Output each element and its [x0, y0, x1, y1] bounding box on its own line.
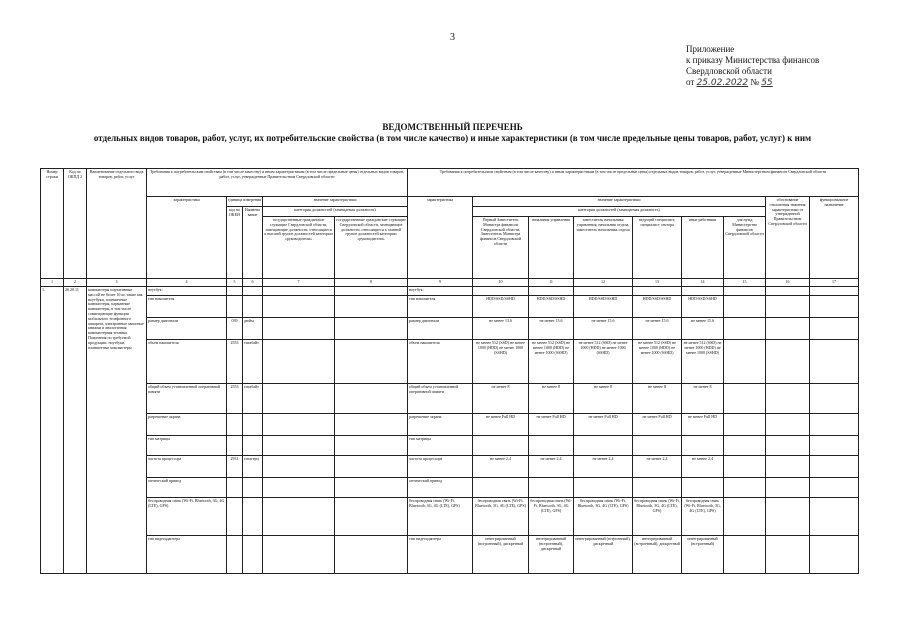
cell-gov-value: [335, 536, 408, 574]
cell-gov-value: [263, 536, 335, 574]
cell-okei-code: 2553: [227, 340, 243, 384]
cell-okei-code: [227, 536, 243, 574]
header-other-employees: иные работники: [682, 217, 724, 279]
cell-value: не менее 8: [529, 384, 574, 414]
cell-characteristic: ноутбук:: [147, 287, 227, 296]
cell-value: не менее Full HD: [574, 414, 633, 436]
table-row: [41, 296, 859, 318]
cell-value: не менее 8: [633, 384, 682, 414]
cell-okei-code: 2931: [227, 456, 243, 478]
cell-empty: [724, 478, 766, 498]
cell-unit: гигабайт: [243, 384, 263, 414]
cell-value: беспроводная связь (Wi-Fi, Bluetooth, 3G, 4G (LTE), GPS): [473, 498, 529, 536]
cell-value: не менее 13.6: [473, 318, 529, 340]
cell-value: [529, 436, 574, 456]
cell-empty: [810, 478, 859, 498]
cell-okei-code: [227, 436, 243, 456]
cell-unit: [243, 436, 263, 456]
col-number: 9: [408, 279, 473, 287]
cell-gov-value: [335, 287, 408, 296]
col-number: 8: [335, 279, 408, 287]
cell-empty: [810, 436, 859, 456]
header-min-categories: категория должностей (замещаемая должность): [473, 207, 766, 217]
cell-gov-value: [263, 287, 335, 296]
cell-value: не менее 512 (SSD) не менее 1000 (HDD) не менее 1000 (SSHD): [574, 340, 633, 384]
cell-empty: [766, 456, 810, 478]
cell-empty: [810, 536, 859, 574]
cell-characteristic: тип матрицы: [147, 436, 227, 456]
cell-value: HDD/SSD/SSHD: [682, 296, 724, 318]
cell-empty: [724, 318, 766, 340]
cell-value: [473, 287, 529, 296]
cell-characteristic: тип накопителя: [147, 296, 227, 318]
cell-empty: [810, 456, 859, 478]
col-number: 16: [766, 279, 810, 287]
cell-gov-value: [335, 384, 408, 414]
cell-value: не менее 512 (SSD) не менее 1000 (HDD) не менее 1000 (SSHD): [473, 340, 529, 384]
cell-gov-value: [335, 456, 408, 478]
cell-value: беспроводная связь (Wi-Fi, Bluetooth, 3G, 4G (LTE), GPS): [682, 498, 724, 536]
title-line-1: ВЕДОМСТВЕННЫЙ ПЕРЕЧЕНЬ: [382, 122, 523, 132]
cell-okei-code: [227, 287, 243, 296]
cell-unit: [243, 498, 263, 536]
cell-okei-code: [227, 414, 243, 436]
cell-empty: [724, 384, 766, 414]
cell-empty: [766, 478, 810, 498]
item-okpd-code: 26.20.11: [64, 287, 87, 574]
col-number: 5: [227, 279, 243, 287]
cell-value: не менее 8: [682, 384, 724, 414]
cell-value: не менее 2,4: [529, 456, 574, 478]
cell-gov-value: [263, 436, 335, 456]
date-prefix: от: [686, 77, 695, 87]
cell-min-characteristic: тип матрицы: [408, 436, 473, 456]
table-row: [41, 536, 859, 574]
cell-gov-value: [263, 384, 335, 414]
cell-empty: [766, 318, 810, 340]
table-row: [41, 478, 859, 498]
cell-value: не менее 512 (SSD) не менее 1000 (HDD) не менее 1000 (SSHD): [633, 340, 682, 384]
cell-value: не менее 15.6: [574, 318, 633, 340]
cell-unit: дюйм: [243, 318, 263, 340]
header-first-deputy-minister: Первый Заместитель Министра финансов Свердловской области, Заместитель Министра финансов Свердловской области: [473, 217, 529, 279]
table-row: [41, 318, 859, 340]
header-unit-name: Наименование: [243, 207, 263, 279]
cell-value: [473, 478, 529, 498]
cell-empty: [810, 287, 859, 296]
cell-value: [682, 478, 724, 498]
cell-value: не менее 2,4: [633, 456, 682, 478]
col-number: 2: [64, 279, 87, 287]
cell-value: не менее 2,4: [574, 456, 633, 478]
cell-value: [682, 287, 724, 296]
cell-value: не менее 13.6: [529, 318, 574, 340]
cell-gov-value: [335, 296, 408, 318]
number-value: 55: [761, 78, 773, 88]
table-row: [41, 436, 859, 456]
cell-characteristic: оптический привод: [147, 478, 227, 498]
header-min-requirements: Требования к потребительским свойствам (в том числе качеству) и иным характеристикам (в том числе предельные цены) отдельных видов товаров, работ, услуг, утвержденные Министерством финансов Свердловской области: [408, 169, 859, 197]
col-number: 11: [529, 279, 574, 287]
cell-value: не менее Full HD: [682, 414, 724, 436]
col-number: 1: [41, 279, 64, 287]
cell-okei-code: 2553: [227, 384, 243, 414]
cell-empty: [766, 296, 810, 318]
cell-value: [529, 478, 574, 498]
appendix-line-1: Приложение: [686, 44, 735, 54]
cell-empty: [766, 287, 810, 296]
cell-gov-value: [335, 478, 408, 498]
header-units: единица измерения: [227, 197, 263, 207]
header-item-name: Наименование отдельного вида товаров, работ, услуг: [87, 169, 147, 279]
cell-unit: [243, 536, 263, 574]
cell-empty: [724, 498, 766, 536]
document-title: [0, 122, 905, 144]
cell-min-characteristic: разрешение экрана: [408, 414, 473, 436]
header-lead-specialist: ведущий специалист, специалист сектора: [633, 217, 682, 279]
cell-gov-value: [263, 478, 335, 498]
cell-value: [574, 478, 633, 498]
cell-value: [633, 436, 682, 456]
cell-unit: гигагерц: [243, 456, 263, 478]
cell-empty: [724, 414, 766, 436]
cell-unit: [243, 287, 263, 296]
header-deputy-head: заместитель начальника управления, начальник отдела, заместитель начальника отдела: [574, 217, 633, 279]
cell-characteristic: объем накопителя: [147, 340, 227, 384]
cell-gov-value: [335, 340, 408, 384]
cell-unit: [243, 414, 263, 436]
header-row-number: Номер строки: [41, 169, 64, 279]
cell-characteristic: тип видеоадаптера: [147, 536, 227, 574]
col-number: 14: [682, 279, 724, 287]
cell-empty: [766, 536, 810, 574]
cell-value: интегрированный (встроенный), дискретный: [529, 536, 574, 574]
cell-value: интегрированный (встроенный), дискретный: [473, 536, 529, 574]
cell-gov-value: [263, 498, 335, 536]
cell-empty: [810, 414, 859, 436]
cell-gov-value: [263, 456, 335, 478]
header-okei-code: код по ОКЕИ: [227, 207, 243, 279]
cell-min-characteristic: беспроводная связь (Wi-Fi, Bluetooth, 3G, 4G (LTE), GPS): [408, 498, 473, 536]
cell-empty: [810, 498, 859, 536]
cell-characteristic: частота процессора: [147, 456, 227, 478]
cell-gov-value: [335, 318, 408, 340]
cell-value: интегрированный (встроенный): [682, 536, 724, 574]
cell-value: интегрированный (встроенный), дискретный: [633, 536, 682, 574]
col-number: 17: [810, 279, 859, 287]
cell-value: [574, 436, 633, 456]
cell-min-characteristic: оптический привод: [408, 478, 473, 498]
cell-min-characteristic: объем накопителя: [408, 340, 473, 384]
header-min-value: значение характеристики: [473, 197, 766, 207]
cell-value: HDD/SSD/SSHD: [473, 296, 529, 318]
header-gov-highest-group: государственные гражданские служащие Свердловской области, замещающие должности, относящиеся к высшей группе должностей категории «руководители»: [263, 217, 335, 279]
cell-unit: [243, 478, 263, 498]
cell-empty: [810, 384, 859, 414]
cell-gov-value: [263, 296, 335, 318]
cell-value: не менее Full HD: [633, 414, 682, 436]
cell-value: [473, 436, 529, 456]
appendix-block: [686, 44, 819, 89]
cell-empty: [810, 318, 859, 340]
header-head-of-department: начальник управления: [529, 217, 574, 279]
header-min-characteristic: характеристика: [408, 197, 473, 279]
col-number: 3: [87, 279, 147, 287]
header-gov-categories: категория должностей (замещаемая должность): [263, 207, 408, 217]
header-deviation-reason: обоснование отклонения значения характеристики от утвержденной Правительством Свердловской области: [766, 197, 810, 279]
header-gov-main-group: государственные гражданские служащие Свердловской области, замещающие должности, относящиеся к главной группе должностей категории «руководители»: [335, 217, 408, 279]
cell-value: не менее 512 (SSD) не менее 1000 (HDD) не менее 1000 (SSHD): [529, 340, 574, 384]
table-row: [41, 340, 859, 384]
cell-gov-value: [263, 340, 335, 384]
requirements-table: [40, 168, 859, 574]
cell-characteristic: разрешение экрана: [147, 414, 227, 436]
col-number: 4: [147, 279, 227, 287]
table-row: [41, 498, 859, 536]
cell-value: [633, 287, 682, 296]
cell-value: не менее 15.6: [633, 318, 682, 340]
cell-value: HDD/SSD/SSHD: [574, 296, 633, 318]
cell-empty: [724, 456, 766, 478]
cell-gov-value: [335, 436, 408, 456]
cell-value: [682, 436, 724, 456]
cell-okei-code: [227, 478, 243, 498]
table-row: [41, 384, 859, 414]
cell-value: интегрированный (встроенный), дискретный: [574, 536, 633, 574]
appendix-date-line: [686, 77, 819, 89]
col-number: 10: [473, 279, 529, 287]
cell-empty: [724, 536, 766, 574]
item-name: компьютеры портативные массой не более 10 кг, такие как ноутбуки, планшетные компьютеры, карманные компьютеры, в том числе совмещающие функции мобильного телефонного аппарата, электронные записные книжки и аналогичная компьютерная техника. Пояснения по требуемой продукции: ноутбуки, планшетные компьютеры: [87, 287, 147, 574]
cell-value: [574, 287, 633, 296]
cell-empty: [766, 384, 810, 414]
title-line-2: отдельных видов товаров, работ, услуг, их потребительские свойства (в том числе качество) и иные характеристики (в том числе предельные цены товаров, работ, услуг) к ним: [93, 133, 812, 143]
col-number: 7: [263, 279, 335, 287]
number-prefix: №: [750, 77, 759, 87]
cell-min-characteristic: частота процессора: [408, 456, 473, 478]
cell-empty: [766, 340, 810, 384]
cell-gov-value: [263, 318, 335, 340]
cell-empty: [766, 414, 810, 436]
appendix-line-3: Свердловской области: [686, 66, 772, 76]
page-number: 3: [450, 32, 455, 43]
header-gov-requirements: Требования к потребительским свойствам (в том числе качеству) и иным характеристикам (в том числе предельные цены) отдельных видов товаров, работ, услуг, утвержденные Правительством Свердловской области: [147, 169, 408, 197]
header-okpd-code: Код по ОКПД 2: [64, 169, 87, 279]
header-ministry-needs: для нужд Министерства финансов Свердловской области: [724, 217, 766, 279]
cell-min-characteristic: ноутбук:: [408, 287, 473, 296]
cell-gov-value: [335, 414, 408, 436]
cell-empty: [810, 340, 859, 384]
cell-characteristic: размер диагонали: [147, 318, 227, 340]
cell-value: HDD/SSD/SSHD: [633, 296, 682, 318]
cell-min-characteristic: тип накопителя: [408, 296, 473, 318]
cell-empty: [766, 498, 810, 536]
cell-value: не менее 8: [574, 384, 633, 414]
cell-value: HDD/SSD/SSHD: [529, 296, 574, 318]
item-number: 1.: [41, 287, 64, 574]
cell-value: [633, 478, 682, 498]
cell-unit: [243, 296, 263, 318]
cell-empty: [810, 296, 859, 318]
col-number: 13: [633, 279, 682, 287]
cell-empty: [724, 340, 766, 384]
cell-okei-code: [227, 498, 243, 536]
table-row: [41, 287, 859, 296]
cell-value: [529, 287, 574, 296]
cell-empty: [724, 287, 766, 296]
column-number-row: [41, 279, 859, 287]
col-number: 12: [574, 279, 633, 287]
cell-value: беспроводная связь (Wi-Fi, Bluetooth, 3G, 4G (LTE), GPS): [574, 498, 633, 536]
cell-okei-code: [227, 296, 243, 318]
header-characteristic: характеристика: [147, 197, 227, 279]
cell-value: не менее 512 (SSD) не менее 1000 (HDD) не менее 1000 (SSHD): [682, 340, 724, 384]
cell-value: не менее 15.6: [682, 318, 724, 340]
cell-value: не менее 2,4: [473, 456, 529, 478]
date-value: 25.02.2022: [696, 78, 749, 88]
cell-characteristic: общий объем установленной оперативной памяти: [147, 384, 227, 414]
header-gov-value: значение характеристики: [263, 197, 408, 207]
cell-min-characteristic: размер диагонали: [408, 318, 473, 340]
cell-min-characteristic: тип видеоадаптера: [408, 536, 473, 574]
col-number: 15: [724, 279, 766, 287]
cell-min-characteristic: общий объем установленной оперативной памяти: [408, 384, 473, 414]
cell-value: беспроводная связь (Wi-Fi, Bluetooth, 3G, 4G (LTE), GPS): [633, 498, 682, 536]
cell-characteristic: беспроводная связь (Wi-Fi, Bluetooth, 3G, 4G (LTE), GPS): [147, 498, 227, 536]
cell-gov-value: [335, 498, 408, 536]
cell-empty: [724, 436, 766, 456]
cell-empty: [766, 436, 810, 456]
cell-value: не менее 8: [473, 384, 529, 414]
header-functional-purpose: функциональное назначение: [810, 197, 859, 279]
cell-value: не менее Full HD: [529, 414, 574, 436]
cell-gov-value: [263, 414, 335, 436]
cell-empty: [724, 296, 766, 318]
cell-value: беспроводная связь (Wi-Fi, Bluetooth, 3G, 4G (LTE), GPS): [529, 498, 574, 536]
cell-okei-code: 039: [227, 318, 243, 340]
col-number: 6: [243, 279, 263, 287]
cell-unit: гигабайт: [243, 340, 263, 384]
cell-value: не менее Full HD: [473, 414, 529, 436]
table-row: [41, 456, 859, 478]
table-row: [41, 414, 859, 436]
appendix-line-2: к приказу Министерства финансов: [686, 55, 820, 65]
cell-value: не менее 2,4: [682, 456, 724, 478]
